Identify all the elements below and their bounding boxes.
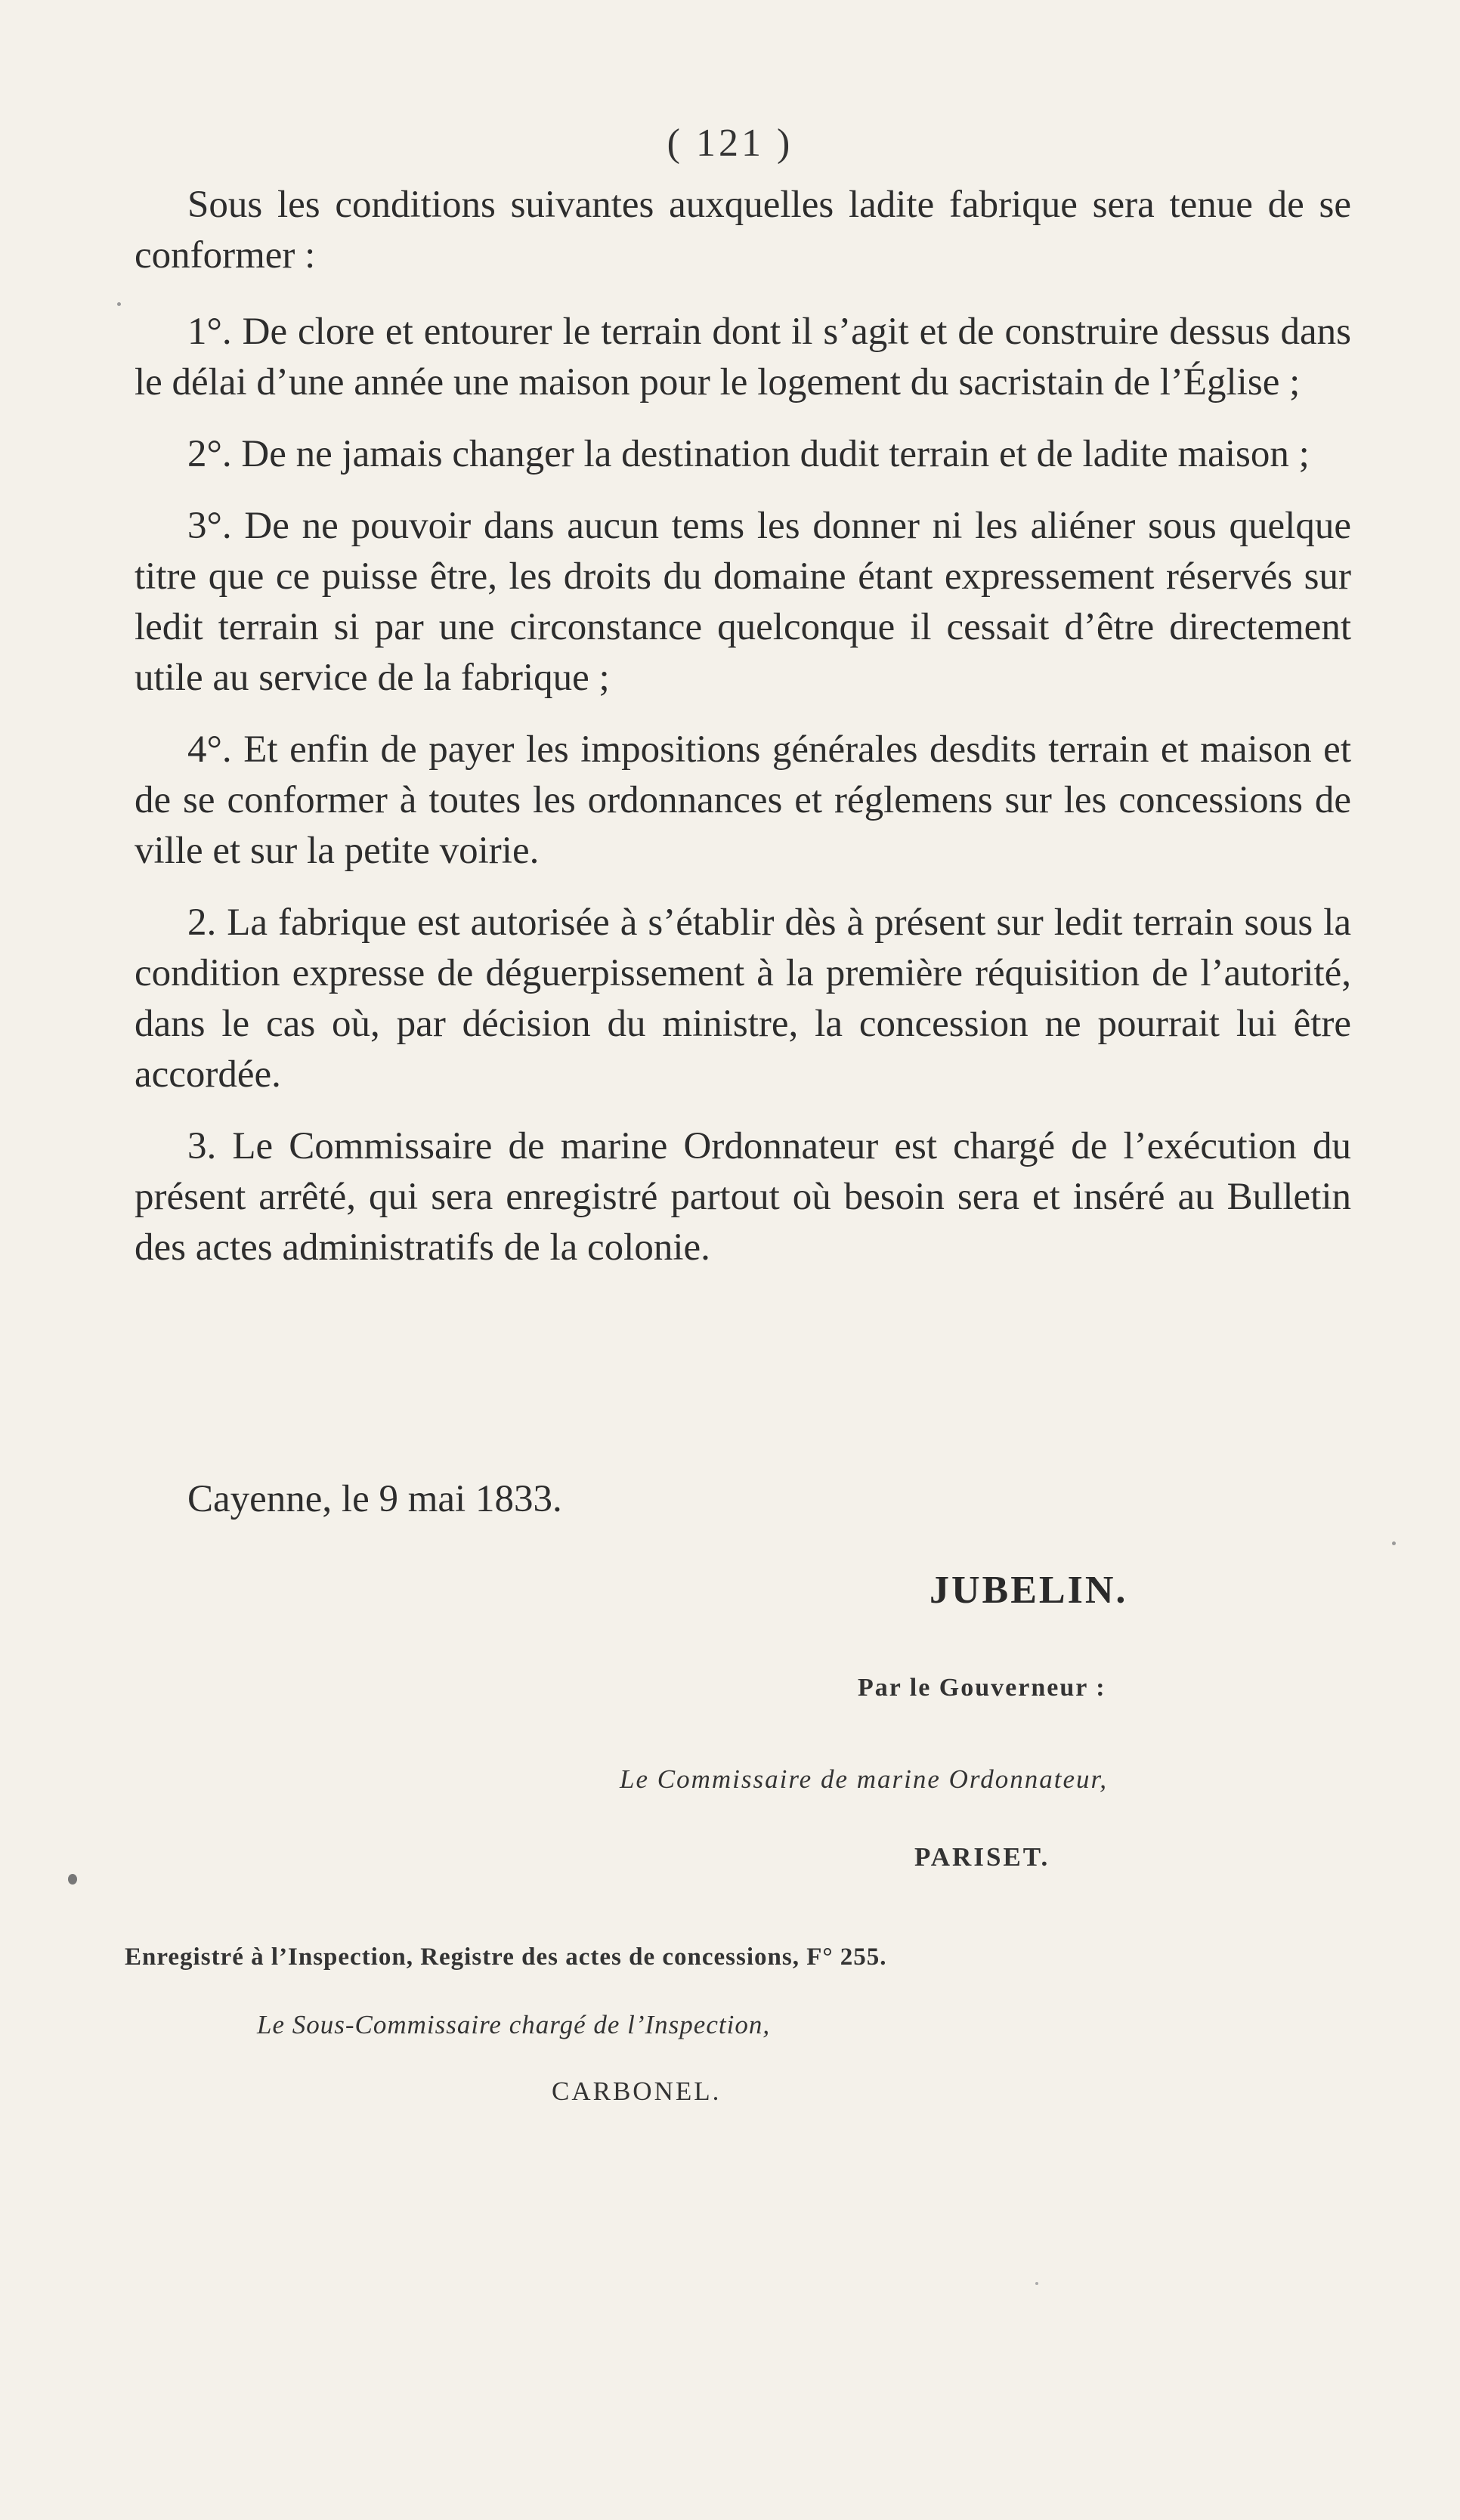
by-governor-line: Par le Gouverneur : (858, 1674, 1106, 1702)
sous-commissaire-name: CARBONEL. (552, 2076, 722, 2106)
page-number: ( 121 ) (667, 122, 793, 165)
governor-signature: JUBELIN. (930, 1569, 1128, 1612)
sous-commissaire-title: Le Sous-Commissaire chargé de l’Inspection, (257, 2010, 771, 2039)
date-line: Cayenne, le 9 mai 1833. (187, 1478, 562, 1520)
paragraph-article-2: 2. La fabrique est autorisée à s’établir dès à présent sur ledit terrain sous la condition expresse de déguerpissement à la première réquisition de l’autorité, dans le cas où, par décision du ministre, la concession ne pourrait lui être accordée. (135, 901, 1351, 1096)
paragraph-condition-3: 3°. De ne pouvoir dans aucun tems les donner ni les aliéner sous quelque titre que ce puisse être, les droits du domaine étant expressement réservés sur ledit terrain si par une circonstance quelconque il cessait d’être directement utile au service de la fabrique ; (135, 505, 1351, 699)
paper-speck (1035, 2282, 1038, 2285)
paragraph-condition-1: 1°. De clore et entourer le terrain dont il s’agit et de construire dessus dans le délai d’une année une maison pour le logement du sacristain de l’Église ; (135, 311, 1351, 404)
paper-speck (68, 1874, 77, 1885)
commissaire-title: Le Commissaire de marine Ordonnateur, (620, 1764, 1108, 1794)
paragraph-article-3: 3. Le Commissaire de marine Ordonnateur est chargé de l’exécution du présent arrêté, qui sera enregistré partout où besoin sera et inséré au Bulletin des actes administratifs de la colonie. (135, 1125, 1351, 1269)
decree-body (135, 180, 1351, 1294)
paragraph-condition-2: 2°. De ne jamais changer la destination dudit terrain et de ladite maison ; (187, 433, 1310, 475)
commissaire-name: PARISET. (914, 1842, 1050, 1872)
paper-speck (117, 302, 121, 306)
paragraph-intro: Sous les conditions suivantes auxquelles ladite fabrique sera tenue de se conformer : (135, 184, 1351, 277)
registration-line: Enregistré à l’Inspection, Registre des actes de concessions, F° 255. (125, 1943, 887, 1971)
paragraph-condition-4: 4°. Et enfin de payer les impositions générales desdits terrain et maison et de se conformer à toutes les ordonnances et réglemens sur les concessions de ville et sur la petite voirie. (135, 728, 1351, 872)
paper-speck (1392, 1541, 1396, 1545)
